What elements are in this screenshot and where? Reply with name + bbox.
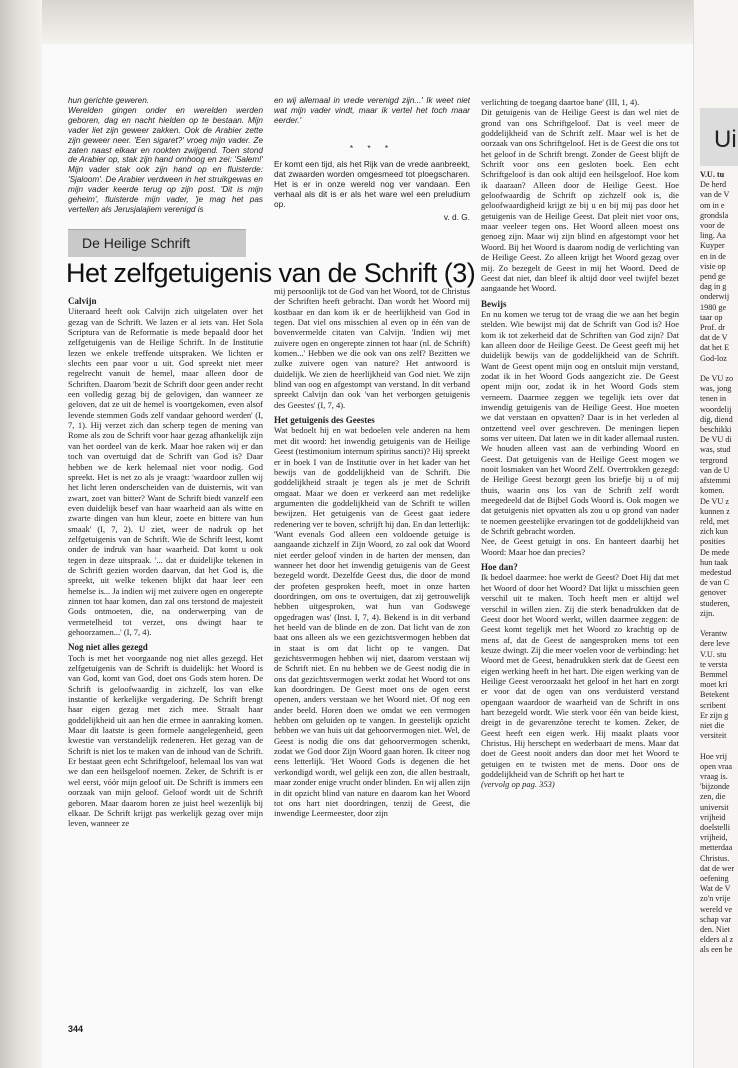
fragment-line: versiteit	[700, 731, 727, 741]
next-page-title-box	[700, 108, 738, 166]
fragment-line: 'bijzonde	[700, 782, 730, 792]
epilogue-paragraph: Er komt een tijd, als het Rijk van de vrede aanbreekt, dat zwaarden worden omgesmeed tot ploegscharen. Het is er in onze wereld nog ver vandaan. Een verhaal als dit is er als het ware wel een preludium op.	[274, 158, 470, 209]
fragment-line: Bemmel	[700, 669, 728, 679]
fragment-line: Verantw	[700, 629, 728, 639]
kicker-label: De Heilige Schrift	[82, 235, 191, 251]
paragraph: Ik bedoel daarmee: hoe werkt de Geest? Doet Hij dat met het Woord of door het Woord? Dat lijkt u misschien geen verschil uit te maken. Toch heeft men er altijd wel verschil in willen zien. Zij die sterk benadrukken dat de Geest door het Woord werkt, willen daarmee zeggen: de Geest komt tegelijk met het Woord zo krachtig op de mens af, dat de Geest de aangesproken mens tot een keuze dwingt. Zij die meer voelen voor de verbinding: het Woord met de Geest, benadrukken sterk dat de Geest een eigen werking heeft in het hart. Die eigen werking van de Heilige Geest veroorzaakt het geloof in het hart en zorgt er voor dat de ogen van ons verduisterd verstand opengaan waardoor de waarheid van de Schrift in ons hart bezegeld wordt. Wie sterk voor één van beide kiest, dreigt in de gevarenzône terecht te komen. Zeker, de Geest heeft een eigen werk. Hij maakt plaats voor Christus. Hij herschept en wederbaart de mens. Maar dat doet de Geest nooit anders dan door met het Woord te getuigen en te twisten met de mens. Door ons de goddelijkheid van de Schrift op het hart te	[481, 572, 679, 779]
fragment-line: Betekent	[700, 690, 730, 700]
fragment-line: hun taak	[700, 557, 728, 567]
fragment-line: V.U. stu	[700, 649, 727, 659]
fragment-line: zijn.	[700, 608, 715, 618]
story-end-column-left	[68, 96, 263, 226]
fragment-line: schap var	[700, 914, 732, 924]
paragraph: Uiteraard heeft ook Calvijn zich uitgelaten over het gezag van de Schrift. We lazen er al iets van. Het Sola Scriptura van de Reformatie is mede bepaald door het zelfgetuigenis van de Heilige Schrift. In de Institutie lezen we enkele treffende uitspraken. We lichten er slechts een paar voor u uit. God spreekt niet meer regelrecht vanuit de hemel, maar alleen door de Schriften. Daarom 'bezit de Schrift door geen ander recht een volledig gezag bij de gelovigen, dan wanneer ze geloven, dat ze uit de hemel is voortgekomen, even alsof levende stemmen Gods zelf vandaar gehoord werden' (I, 7, 1). Hij verzet zich dan scherp tegen de mening van Rome als zou de Schrift voor haar gezag afhankelijk zijn van het oordeel van de kerk. Maar hoe raken wij er dan toch van overtuigd dat de Schrift van God is? Daar hebben we de kerk helemaal niet voor nodig. God spreekt. Het is net zo als je vraagt: 'waardoor zullen wij het licht leren onderscheiden van de duisternis, wit van zwart, zoet van bitter? Want de Schrift biedt vanzelf een even duidelijk besef van haar waarheid aan als witte en zwarte dingen van hun kleur, zoete en bittere van hun smaak' (I, 7, 2). U ziet, weer de nadruk op het zelfgetuigenis van de Schrift. Wie de Schrift leest, komt onder de indruk van haar waarheid. Dat komt u ook tegen in deze uitspraak. '... dat er duidelijke tekenen in de Schrift gezien worden daarvan, dat het God is, die spreekt, uit welke tekenen blijkt dat haar leer een hemelse is... Ja indien wij met zuivere ogen en ongerepte zinnen tot haar komen, dan zal ons terstond de majesteit Gods ontmoeten, die, na onderwerping van de vermetelheid tot verzet, ons dwingt haar te gehoorzamen...' (I, 7, 4).	[68, 306, 263, 637]
article-column-2	[274, 286, 470, 1020]
fragment-line	[700, 619, 738, 629]
fragment-line: dag in g	[700, 282, 727, 292]
fragment-line: elders al z	[700, 935, 734, 945]
fragment-line: zen, die	[700, 792, 726, 802]
paragraph: mij persoonlijk tot de God van het Woord, tot de Christus der Schriften heeft gebracht. Dan wordt het Woord mij kostbaar en dan kom ik er de heerlijkheid van God in tegen. Dat viel ons misschien al even op in één van de bovenvermelde citaten van Calvijn. 'Indien wij met zuivere ogen en ongerepte zinnen tot haar (nl. de Schrift) komen...' Hebben we die ook van ons zelf? Bezitten we zulke zuivere ogen van nature? Het antwoord is duidelijk. We zien de heerlijkheid van God niet. We zijn blind van oog en afgestompt van verstand. In dit verband spreekt Calvijn dan ook 'van het verborgen getuigenis des Geestes' (I, 7, 4).	[274, 286, 470, 410]
author-signature: v. d. G.	[443, 212, 470, 223]
fragment-line: Hoe vrij	[700, 751, 728, 761]
fragment-line: was, stud	[700, 445, 731, 455]
fragment-line: doelstelli	[700, 823, 731, 832]
fragment-line: dig, diend	[700, 414, 733, 424]
article-column-3	[481, 97, 679, 1052]
story-paragraph: en wij allemaal in vrede verenigd zijn...' Ik weet niet wat mijn vader vindt, maar ik vertel het toch maar eerder.'	[274, 96, 470, 125]
fragment-line: scribent	[700, 700, 726, 710]
fragment-line: De VU z	[700, 496, 729, 506]
fragment-line: als een be	[700, 945, 733, 955]
fragment-line: wereld ve	[700, 904, 733, 914]
fragment-line: was, jong	[700, 384, 732, 394]
paragraph: verlichting de toegang daartoe bane' (III, 1, 4).	[481, 97, 640, 107]
fragment-line: van de V	[700, 190, 730, 200]
article-headline: Het zelfgetuigenis van de Schrift (3)	[66, 258, 476, 288]
fragment-line: De VU zo	[700, 374, 734, 384]
fragment-line: dat het E	[700, 343, 730, 353]
fragment-line: V.U. tu	[700, 170, 725, 179]
fragment-line: pend ge	[700, 272, 726, 282]
fragment-line: Wat de V	[700, 884, 731, 894]
fragment-line: metterdaa	[700, 843, 733, 853]
fragment-line: om in e	[700, 200, 725, 210]
fragment-line: voor de	[700, 221, 725, 231]
fragment-line: God-loz	[700, 353, 727, 363]
fragment-line: ling. Aa	[700, 231, 726, 241]
section-stars: * * *	[349, 143, 395, 153]
fragment-line: De mede	[700, 547, 730, 557]
fragment-line: komen.	[700, 486, 725, 496]
book-spine-shadow	[0, 0, 42, 1068]
paragraph: En nu komen we terug tot de vraag die we aan het begin stelden. Wie bewijst mij dat de Schrift van God is? Hoe kom ik tot zekerheid dat de Schriften van God zijn? Dat kan alleen door de Heilige Geest. De Geest geeft mij het duidelijk bewijs van de goddelijkheid van de Schrift. Want de Geest opent mijn oog en ontsluit mijn verstand, zodat ik in het Woord Gods aangezicht zie. De Geest opent mijn oor, zodat ik in het Woord Gods stem verneem. Daarmee zeggen we tegelijk iets over dat inwendig getuigenis van de Heilige Geest. Hoe moeten we dat verstaan en opvatten? Daar is in het verleden al ontzettend veel over geschreven. De meningen liepen soms ver uiteen. Dat laten we in dit kader allemaal rusten. We houden alleen vast aan de verbinding Woord en Geest. Dat getuigenis van de Heilige Geest mogen we nooit losmaken van het Woord Zelf. Overtrokken gezegd: de Heilige Geest bezorgt geen los briefje bij u of mij thuis, waarin ons los van de Schrift zelf wordt meegedeeld dat de Bijbel Gods Woord is. Ook mogen we dat getuigenis niet opvatten als zou u op grond van nader te noemen geestelijke ervaringen tot de goddelijkheid van de Schrift gebracht worden.	[481, 308, 679, 537]
subheading-calvijn: Calvijn	[68, 296, 97, 306]
article-column-1	[68, 296, 263, 1020]
fragment-line: afstemmi	[700, 476, 731, 486]
fragment-line: 1980 ge	[700, 302, 727, 312]
fragment-line: niet die	[700, 720, 725, 730]
fragment-line: dat de V	[700, 333, 728, 343]
fragment-line: van de U	[700, 465, 730, 475]
fragment-line: en in de	[700, 251, 726, 261]
fragment-line: universit	[700, 802, 729, 812]
fragment-line: zo'n vrije	[700, 894, 731, 904]
fragment-line: moet kri	[700, 680, 728, 690]
paragraph: Toch is met het voorgaande nog niet alles gezegd. Het zelfgetuigenis van de Schrift is duidelijk: het Woord is van God, komt van God, doet ons Gods stem horen. De Schrift is geloofwaardig in zichzelf, los van elke instantie of kerkelijke vergadering. De Schrift brengt haar eigen gezag met zich mee. Straalt haar goddelijkheid uit aan hen die ermee in aanraking komen. Maar dit laatste is geen formele aangelegenheid, geen kwestie van verstandelijk redeneren. Het gezag van de Schrift is niet los te maken van de inhoud van de Schrift. Er bestaat geen echt Schriftgeloof, helemaal los van wat we dan een heilsgeloof noemen. Zeker, de Schrift is er wel eerst, vóór mijn geloof uit. De Schrift is immers een oorzaak van mijn geloof. Geloof wordt uit de Schrift geboren. Maar daarom horen ze juist heel wezenlijk bij elkaar. De Schrift krijgt pas werkelijk gezag over mijn leven, wanneer ze	[68, 652, 263, 829]
fragment-line: Kuyper	[700, 241, 725, 251]
fragment-line: taar op	[700, 312, 723, 322]
paragraph: Wat bedoelt hij en wat bedoelen vele anderen na hem met dit woord: het inwendig getuigenis van de Heilige Geest (testimonium internum spiritus sancti)? Hij spreekt er in boek I van de Institutie over in het kader van het bewijs van de goddelijkheid van de Schrift. Die goddelijkheid straalt je tegen als je met de Schrift omgaat. Maar we doen er verkeerd aan met redelijke argumenten die goddelijkheid van de Schrift te willen bewijzen. Het getuigenis van de Geest gaat iedere redenering ver te boven, schrijft hij dan. En dan letterlijk: 'Want evenals God alleen een voldoende getuige is aangaande zichzelf in Zijn Woord, zo zal ook dat Woord niet eerder geloof vinden in de harten der mensen, dan wanneer het door het inwendig getuigenis van de Geest bezegeld wordt. Dezelfde Geest dus, die door de mond der profeten gesproken heeft, moet in onze harten doordringen, om ons te overtuigen, dat zij getrouwelijk hebben uitgesproken, wat hun van Godswege opgedragen was' (Inst. I, 7, 4). Bekend is in dit verband het beeld van de blinde en de zon. Dat licht van de zon baat ons alleen als we een gezichtsvermogen hebben dat in staat is om dat licht op te vangen. Dat gezichtsvermogen hebben wij niet, daarom verstaan wij de Schrift niet. En nu hebben we de Geest nodig die in ons dat gezichtsvermogen werkt zodat het Woord tot ons kan doordringen. De Geest moet ons de ogen eerst openen, anders verstaan we het Woord niet. Of nog een ander beeld. Horen doen we omdat we een vermogen hebben om geluiden op te vangen. In geestelijk opzicht hebben we van huis uit dat gehoorvermogen niet. Wel, de Geest is nodig die ons dat gehoorvermogen schenkt, zodat we God door Zijn Woord gaan horen. Ik citeer nog eens letterlijk. 'Het Woord Gods is degenen die het verkondigd wordt, wel gelijk een zon, die allen bestraalt, maar zonder enige vrucht onder blinden. En wij allen zijn in dit opzicht blind van nature en daarom kan het Woord tot ons hart niet doordringen, tenzij de Geest, die inwendige Leermeester, door zijn	[274, 425, 470, 819]
fragment-line: reld, met	[700, 516, 730, 526]
subheading-hoe-dan: Hoe dan?	[481, 562, 518, 573]
fragment-line: tenen in	[700, 394, 727, 404]
fragment-line	[700, 364, 738, 374]
fragment-line: vraag is.	[700, 771, 728, 781]
story-epilogue	[274, 136, 470, 226]
fragment-line: visie op	[700, 261, 726, 271]
fragment-line: medestud	[700, 567, 732, 577]
fragment-line: De VU di	[700, 435, 732, 445]
subheading-nog-niet: Nog niet alles gezegd	[68, 642, 148, 653]
fragment-line: dat de wer	[700, 863, 735, 873]
story-line: hun gerichte geweren.	[68, 96, 150, 105]
paragraph: Dit getuigenis van de Heilige Geest is dan wel niet de grond van ons Schriftgeloof. Dat is veel meer de goddelijkheid van de Schrift zelf. Maar wel is het de oorzaak van ons Schriftgeloof. Het is de Geest die ons tot het geloof in de Schrift brengt. Zonder de Geest blijft de Schrift voor ons een gesloten boek. Een echt Schriftgeloof is dan ook altijd een heilsgeloof. Hoe kom ik daaraan? Alleen door de Heilige Geest. Hoe geloofwaardig de Schrift op zichzelf ook is, die geloofwaardigheid krijgt ze bij u en bij mij pas door het getuigenis van de Heilige Geest. Dat pleit niet voor ons, maar veeleer tegen ons. Het Woord alleen moest ons genoeg zijn. Maar wij zijn blind en afgestompt voor het Woord. Bij het Woord is daarom nodig de verlichting van de Heilige Geest. Zo alleen krijgt het Woord gezag over mij. Zo bezegelt de Geest in mij het Woord. Deed de Geest dat niet, dan bleef ik altijd door veel twijfel bezet aangaande het Woord.	[481, 107, 679, 294]
paragraph: Nee, de Geest getuigt in ons. En hanteert daarbij het Woord: Maar hoe dan precies?	[481, 536, 679, 557]
page-top-shadow	[40, 0, 738, 44]
story-paragraph: Werelden gingen onder en werelden werden geboren, dag en nacht hielden op te bestaan. Mijn vader liet zijn geweer zakken. Ook de Arabier zette zijn geweer neer. 'Een sigaret?' vroeg mijn vader. Ze zaten naast elkaar en rookten zwijgend. Toen stond de Arabier op, stak zijn hand omhoog en zei: 'Salem!' Mijn vader stak ook zijn hand op en fluisterde: 'Sjaloom'. De Arabier verdween in het struikgewas en mijn vader keerde terug op zijn post. 'Dit is mijn geheim', fluisterde mijn vader, 'je mag het pas vertellen als Jerusjalajiem verenigd is	[68, 105, 263, 214]
fragment-line: zich kun	[700, 527, 728, 537]
fragment-line: onderwij	[700, 292, 730, 302]
fragment-line: Christus.	[700, 853, 730, 863]
fragment-line: vrijheid	[700, 812, 726, 822]
subheading-bewijs: Bewijs	[481, 298, 507, 309]
fragment-line: studeren,	[700, 598, 730, 608]
fragment-line: vrijheid,	[700, 833, 728, 843]
fragment-line: de van C	[700, 578, 730, 588]
section-kicker	[68, 229, 246, 257]
next-page-title: Ui	[714, 126, 737, 153]
fragment-line: posities	[700, 537, 726, 547]
fragment-line: oefening	[700, 874, 729, 884]
fragment-line: grondsla	[700, 210, 729, 220]
page-number: 344	[68, 1024, 84, 1034]
fragment-line: Er zijn g	[700, 710, 729, 720]
fragment-line: tergrond	[700, 455, 728, 465]
next-page-text-fragment	[700, 170, 738, 1050]
fragment-line: beschikki	[700, 425, 732, 435]
fragment-line: te versta	[700, 659, 728, 669]
fragment-line: woordelij	[700, 404, 732, 414]
fragment-line: den. Niet	[700, 925, 731, 935]
fragment-line: open vraa	[700, 761, 733, 771]
fragment-line	[700, 741, 738, 751]
continued-note: (vervolg op pag. 353)	[481, 779, 555, 790]
fragment-line: De herd	[700, 180, 727, 190]
story-end-column-mid	[274, 96, 470, 136]
fragment-line: Prof. dr	[700, 323, 726, 333]
fragment-line: dere leve	[700, 639, 730, 649]
fragment-line: genover	[700, 588, 727, 598]
fragment-line: kunnen z	[700, 506, 730, 516]
subheading-getuigenis: Het getuigenis des Geestes	[274, 415, 375, 426]
